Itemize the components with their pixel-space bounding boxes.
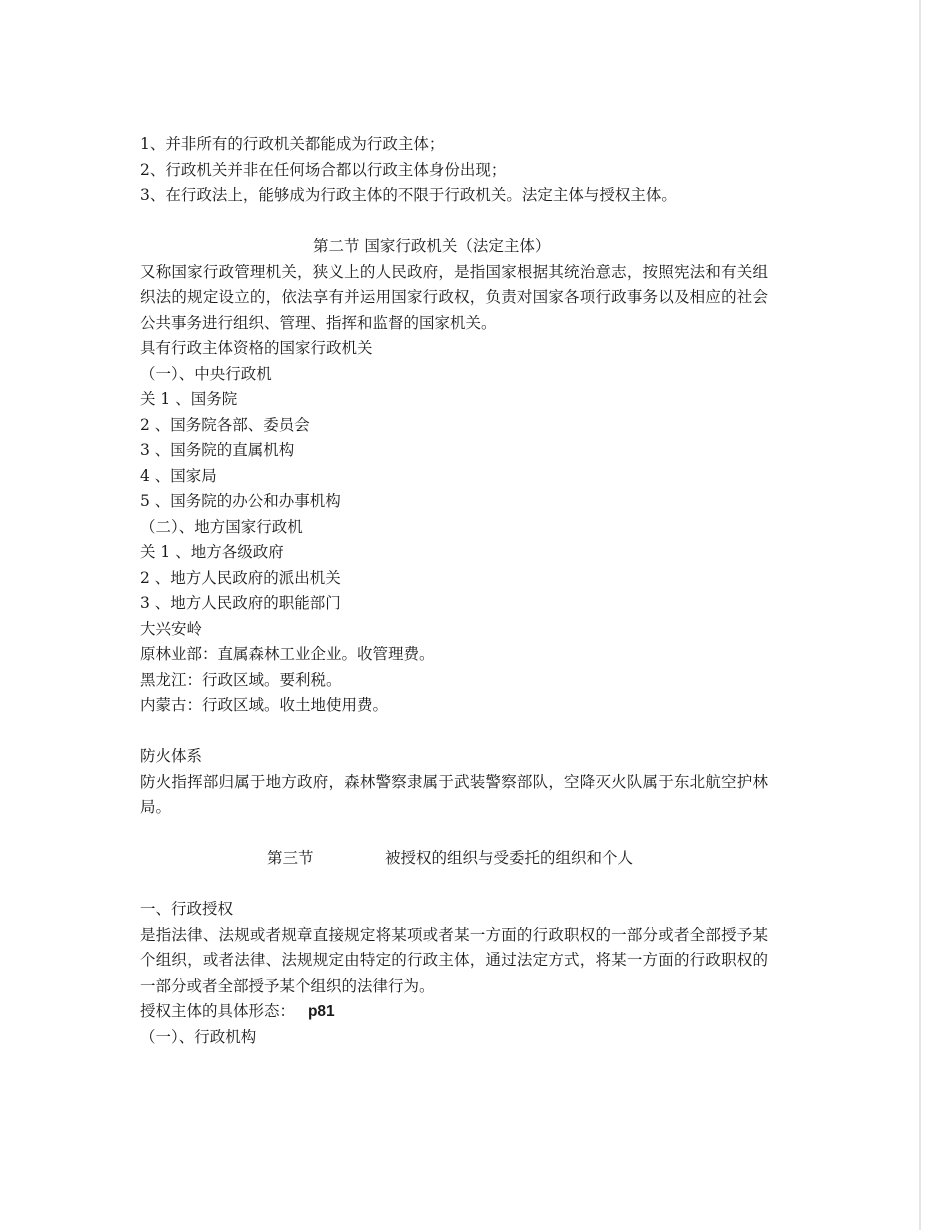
page-edge — [919, 0, 921, 1230]
local-item: 3 、地方人民政府的职能部门 — [140, 594, 341, 612]
section2-subhead: 具有行政主体资格的国家行政机关 — [140, 339, 373, 357]
section3-title — [140, 846, 770, 872]
example-item: 内蒙古：行政区域。收土地使用费。 — [140, 696, 389, 714]
central-item: 5 、国务院的办公和办事机构 — [140, 492, 341, 510]
section3-title-text: 被授权的组织与受委托的组织和个人 — [385, 849, 634, 867]
section3-paragraph: 是指法律、法规或者规章直接规定将某项或者某一方面的行政职权的一部分或者全部授予某个组织，或者法律、法规规定由特定的行政主体，通过法定方式，将某一方面的行政职权的一部分或者全部授予某个组织的法律行为。 — [140, 925, 768, 995]
local-head: （二）、地方国家行政机 — [140, 517, 303, 536]
forms-line — [140, 999, 770, 1025]
example-item: 原林业部：直属森林工业企业。收管理费。 — [140, 645, 435, 663]
intro-item-2: 2、行政机关并非在任何场合都以行政主体身份出现； — [140, 160, 507, 179]
document-body — [140, 132, 770, 1050]
local-item: 关 1 、地方各级政府 — [140, 543, 284, 561]
central-head: （一）、中央行政机 — [140, 364, 272, 383]
intro-item-3: 3、在行政法上，能够成为行政主体的不限于行政机关。法定主体与授权主体。 — [140, 186, 677, 204]
forms-first: （一）、行政机构 — [140, 1027, 257, 1046]
forms-page: p81 — [307, 1003, 335, 1020]
section2-title: 第二节 国家行政机关（法定主体） — [313, 237, 551, 255]
section3-title-prefix: 第三节 — [267, 849, 314, 867]
fire-title: 防火体系 — [140, 747, 203, 765]
example-item: 黑龙江：行政区域。要利税。 — [140, 670, 342, 689]
central-item: 2 、国务院各部、委员会 — [140, 415, 310, 434]
section3-sub1: 一、行政授权 — [140, 900, 234, 918]
central-item: 3 、国务院的直属机构 — [140, 441, 295, 459]
section2-paragraph: 又称国家行政管理机关，狭义上的人民政府，是指国家根据其统治意志，按照宪法和有关组织法的规定设立的，依法享有并运用国家行政权，负责对国家各项行政事务以及相应的社会公共事务进行组织、管理、指挥和监督的国家机关。 — [140, 262, 768, 332]
local-item: 2 、地方人民政府的派出机关 — [140, 568, 341, 587]
forms-label: 授权主体的具体形态： — [140, 1002, 296, 1020]
fire-text: 防火指挥部归属于地方政府，森林警察隶属于武装警察部队，空降灭火队属于东北航空护林局。 — [140, 772, 768, 816]
central-item: 关 1 、国务院 — [140, 390, 238, 408]
intro-item-1: 1、并非所有的行政机关都能成为行政主体； — [140, 135, 445, 153]
central-item: 4 、国家局 — [140, 466, 217, 485]
example-title: 大兴安岭 — [140, 619, 203, 638]
